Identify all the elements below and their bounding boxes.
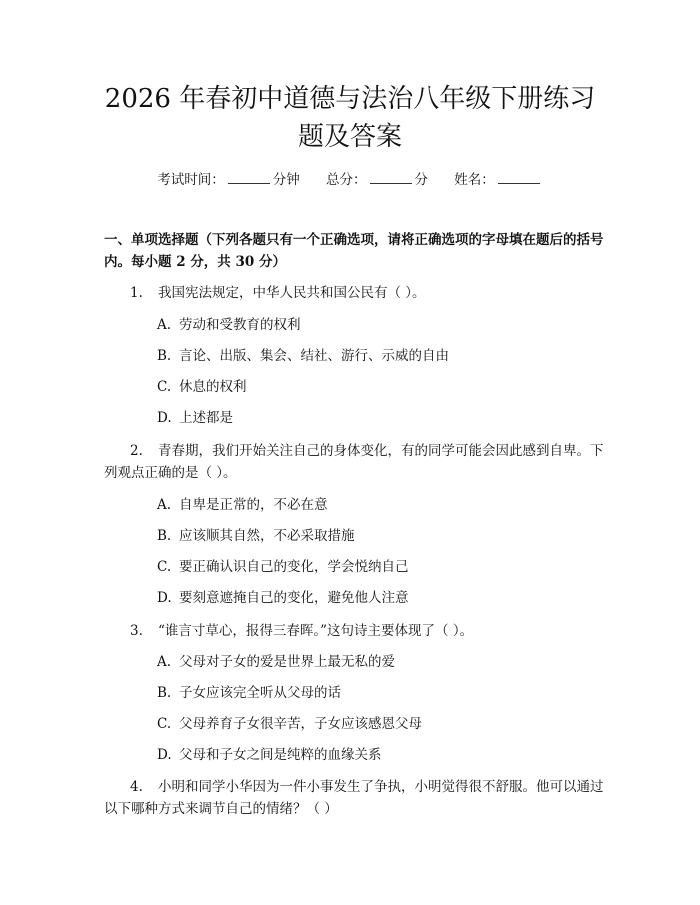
option-2a	[157, 494, 597, 516]
option-letter: C.	[157, 379, 172, 395]
option-1b	[157, 345, 597, 367]
option-letter: C.	[157, 716, 172, 732]
document-title: 2026 年春初中道德与法治八年级下册练习题及答案	[104, 84, 596, 152]
question-text: “谁言寸草心，报得三春晖。”这句诗主要体现了（ ）。	[158, 623, 474, 639]
question-4	[104, 776, 604, 820]
option-text: 上述都是	[179, 410, 233, 426]
option-text: 要刻意遮掩自己的变化，避免他人注意	[179, 590, 409, 606]
exam-time-label: 考试时间：	[157, 172, 225, 188]
exam-info-line	[0, 168, 700, 188]
name-field	[454, 172, 543, 188]
option-text: 劳动和受教育的权利	[179, 317, 301, 333]
question-3	[104, 620, 604, 642]
question-text: 小明和同学小华因为一件小事发生了争执，小明觉得很不舒服。他可以通过以下哪种方式来调节自己的情绪？（ ）	[104, 779, 604, 817]
question-number: 4.	[130, 779, 143, 795]
name-label: 姓名：	[454, 172, 495, 188]
question-1	[104, 282, 604, 304]
question-number: 3.	[130, 623, 143, 639]
option-letter: B.	[157, 528, 172, 544]
option-text: 要正确认识自己的变化，学会悦纳自己	[179, 559, 409, 575]
option-letter: D.	[157, 747, 172, 763]
option-3d	[157, 744, 597, 766]
option-text: 应该顺其自然，不必采取措施	[179, 528, 355, 544]
option-letter: B.	[157, 348, 172, 364]
section-heading: 一、单项选择题（下列各题只有一个正确选项，请将正确选项的字母填在题后的括号内。每小题 2 分，共 30 分）	[104, 232, 604, 270]
option-letter: B.	[157, 685, 172, 701]
option-2c	[157, 556, 597, 578]
name-blank	[498, 171, 540, 184]
exam-time-field	[157, 172, 304, 188]
option-3a	[157, 651, 597, 673]
question-number: 1.	[130, 285, 143, 301]
total-score-label: 总分：	[326, 172, 367, 188]
option-text: 子女应该完全听从父母的话	[179, 685, 341, 701]
option-3c	[157, 713, 597, 735]
option-1c	[157, 376, 597, 398]
option-2b	[157, 525, 597, 547]
option-letter: D.	[157, 410, 172, 426]
option-1d	[157, 407, 597, 429]
option-text: 休息的权利	[179, 379, 247, 395]
question-2	[104, 440, 604, 484]
option-letter: A.	[157, 317, 172, 333]
option-text: 言论、出版、集会、结社、游行、示威的自由	[179, 348, 449, 364]
option-text: 父母对子女的爱是世界上最无私的爱	[179, 654, 395, 670]
exam-time-unit: 分钟	[272, 172, 300, 188]
total-score-blank	[370, 171, 412, 184]
option-2d	[157, 587, 597, 609]
option-letter: C.	[157, 559, 172, 575]
question-text: 青春期，我们开始关注自己的身体变化，有的同学可能会因此感到自卑。下列观点正确的是（ ）。	[104, 443, 604, 481]
option-1a	[157, 314, 597, 336]
question-text: 我国宪法规定，中华人民共和国公民有（ ）。	[158, 285, 426, 301]
question-number: 2.	[130, 443, 143, 459]
total-score-field	[326, 172, 432, 188]
option-text: 自卑是正常的，不必在意	[179, 497, 328, 513]
option-3b	[157, 682, 597, 704]
option-text: 父母和子女之间是纯粹的血缘关系	[179, 747, 382, 763]
option-letter: D.	[157, 590, 172, 606]
total-score-unit: 分	[414, 172, 428, 188]
option-text: 父母养育子女很辛苦，子女应该感恩父母	[179, 716, 422, 732]
exam-time-blank	[228, 171, 270, 184]
option-letter: A.	[157, 654, 172, 670]
option-letter: A.	[157, 497, 172, 513]
